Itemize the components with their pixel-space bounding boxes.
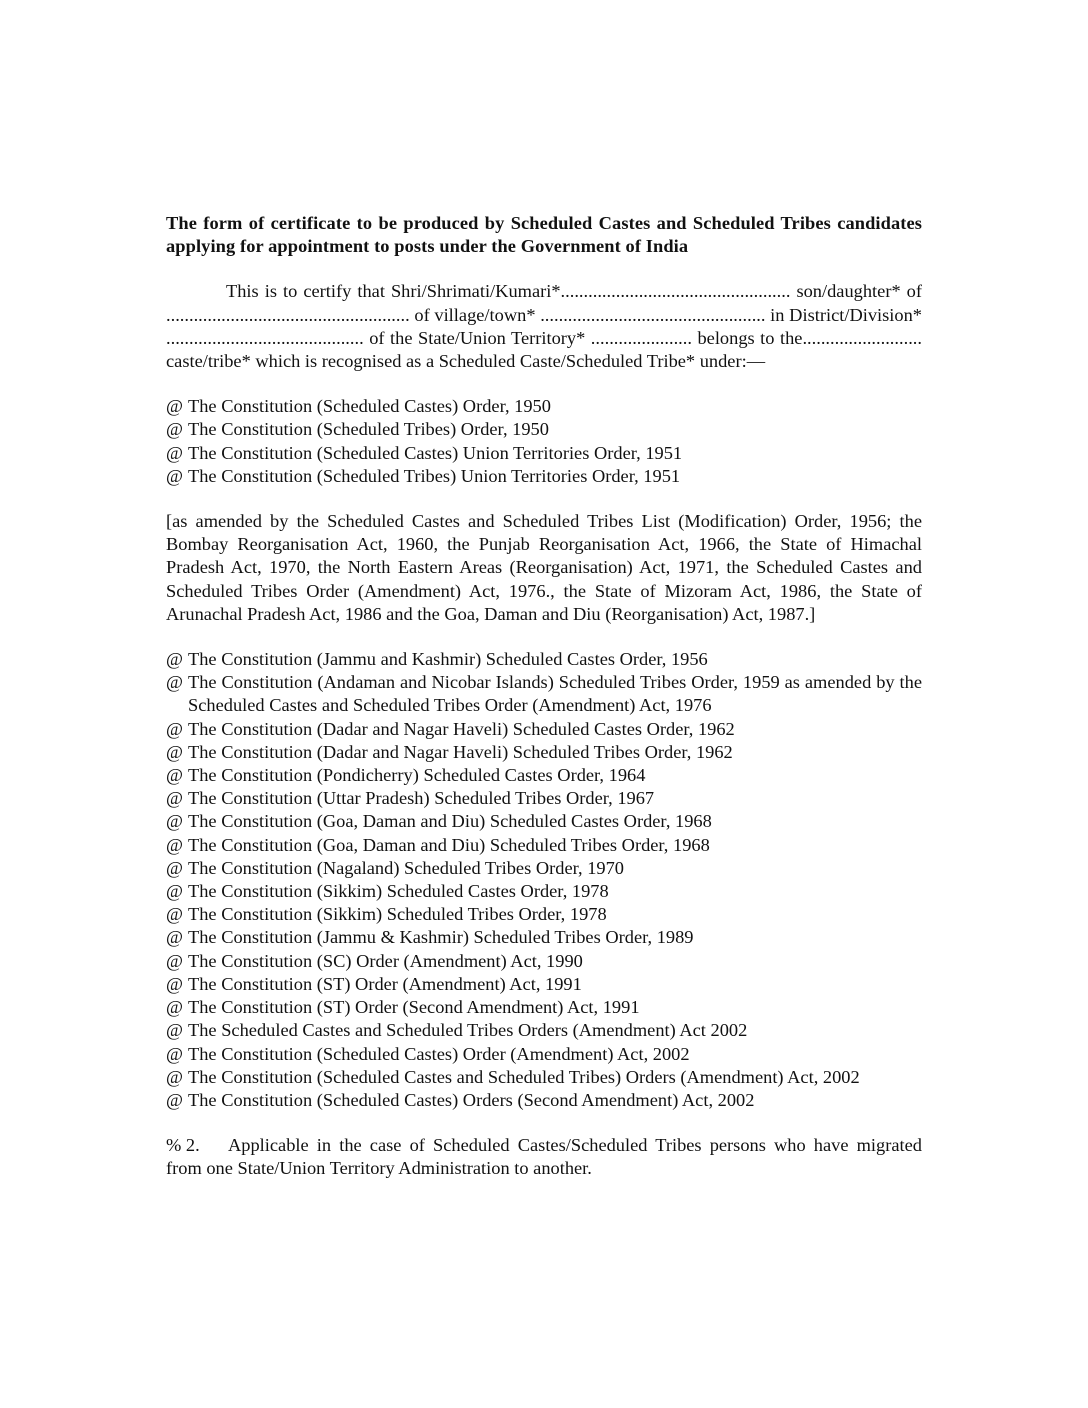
order-marker: @ [166, 741, 183, 762]
order-marker: @ [166, 997, 183, 1018]
order-marker: @ [166, 465, 183, 486]
order-marker: @ [166, 765, 183, 786]
order-item [166, 1089, 922, 1112]
order-text: The Constitution (Scheduled Tribes) Union Territories Order, 1951 [188, 465, 681, 486]
order-text: The Constitution (Scheduled Castes) Orders (Second Amendment) Act, 2002 [188, 1089, 755, 1110]
order-item [166, 648, 922, 671]
order-item [166, 442, 922, 465]
order-marker: @ [166, 649, 183, 670]
order-item [166, 834, 922, 857]
order-item [166, 857, 922, 880]
order-text: The Constitution (Scheduled Castes and Scheduled Tribes) Orders (Amendment) Act, 2002 [188, 1066, 860, 1087]
order-text: The Constitution (Nagaland) Scheduled Tribes Order, 1970 [188, 857, 624, 878]
order-text: The Constitution (Jammu and Kashmir) Scheduled Castes Order, 1956 [188, 649, 708, 670]
note-text: Applicable in the case of Scheduled Castes/Scheduled Tribes persons who have migrated from one State/Union Territory Administration to another. [166, 1135, 922, 1179]
order-marker: @ [166, 834, 183, 855]
order-text: The Constitution (Dadar and Nagar Haveli) Scheduled Castes Order, 1962 [188, 718, 735, 739]
order-text: The Constitution (SC) Order (Amendment) Act, 1990 [188, 950, 583, 971]
order-item [166, 926, 922, 949]
order-marker: @ [166, 788, 183, 809]
order-text: The Constitution (Goa, Daman and Diu) Scheduled Castes Order, 1968 [188, 811, 712, 832]
order-marker: @ [166, 950, 183, 971]
order-text: The Scheduled Castes and Scheduled Tribes Orders (Amendment) Act 2002 [188, 1020, 748, 1041]
order-text: The Constitution (Scheduled Tribes) Order, 1950 [188, 419, 549, 440]
order-item [166, 395, 922, 418]
order-marker: @ [166, 904, 183, 925]
orders-list-2 [166, 648, 922, 1112]
order-text: The Constitution (Dadar and Nagar Haveli) Scheduled Tribes Order, 1962 [188, 741, 733, 762]
migration-note [166, 1134, 922, 1180]
order-marker: @ [166, 857, 183, 878]
order-item [166, 1043, 922, 1066]
order-item [166, 880, 922, 903]
order-marker: @ [166, 419, 183, 440]
order-item [166, 787, 922, 810]
order-text: The Constitution (Sikkim) Scheduled Castes Order, 1978 [188, 881, 609, 902]
order-text: The Constitution (Pondicherry) Scheduled Castes Order, 1964 [188, 765, 646, 786]
order-marker: @ [166, 811, 183, 832]
order-text: The Constitution (Jammu & Kashmir) Scheduled Tribes Order, 1989 [188, 927, 694, 948]
order-item [166, 903, 922, 926]
orders-list-1 [166, 395, 922, 488]
order-item [166, 1066, 922, 1089]
order-item [166, 973, 922, 996]
order-text: The Constitution (Scheduled Castes) Order (Amendment) Act, 2002 [188, 1043, 690, 1064]
order-item [166, 996, 922, 1019]
order-item [166, 465, 922, 488]
order-marker: @ [166, 672, 183, 693]
order-text: The Constitution (ST) Order (Amendment) Act, 1991 [188, 973, 582, 994]
order-item [166, 950, 922, 973]
order-text: The Constitution (Andaman and Nicobar Islands) Scheduled Tribes Order, 1959 as amended by the Scheduled Castes and Scheduled Tribes Order (Amendment) Act, 1976 [188, 672, 922, 716]
order-text: The Constitution (Goa, Daman and Diu) Scheduled Tribes Order, 1968 [188, 834, 710, 855]
order-marker: @ [166, 1020, 183, 1041]
order-marker: @ [166, 718, 183, 739]
order-marker: @ [166, 442, 183, 463]
order-marker: @ [166, 881, 183, 902]
document-title: The form of certificate to be produced by Scheduled Castes and Scheduled Tribes candidates applying for appointment to posts under the Government of India [166, 213, 922, 257]
order-item [166, 1019, 922, 1042]
order-item [166, 810, 922, 833]
order-item [166, 671, 922, 717]
order-text: The Constitution (Scheduled Castes) Union Territories Order, 1951 [188, 442, 683, 463]
order-text: The Constitution (Uttar Pradesh) Scheduled Tribes Order, 1967 [188, 788, 655, 809]
order-marker: @ [166, 973, 183, 994]
order-marker: @ [166, 1043, 183, 1064]
amended-paragraph: [as amended by the Scheduled Castes and Scheduled Tribes List (Modification) Order, 1956; the Bombay Reorganisation Act, 1960, the Punjab Reorganisation Act, 1966, the State of Himachal Pradesh Act, 1970, the North Eastern Areas (Reorganisation) Act, 1971, the Scheduled Castes and Scheduled Tribes Order (Amendment) Act, 1976., the State of Mizoram Act, 1986, the State of Arunachal Pradesh Act, 1986 and the Goa, Daman and Diu (Reorganisation) Act, 1987.] [166, 511, 922, 624]
order-text: The Constitution (ST) Order (Second Amendment) Act, 1991 [188, 997, 640, 1018]
order-text: The Constitution (Scheduled Castes) Order, 1950 [188, 396, 551, 417]
order-marker: @ [166, 1089, 183, 1110]
order-text: The Constitution (Sikkim) Scheduled Tribes Order, 1978 [188, 904, 607, 925]
certify-paragraph: This is to certify that Shri/Shrimati/Kumari*.................................................. son/daughter* of ..................................................... of village/town* ................................................. in District/Division* ........................................... of the State/Union Territory* ...................... belongs to the.......................... caste/tribe* which is recognised as a Scheduled Caste/Scheduled Tribe* under:— [166, 281, 922, 372]
order-marker: @ [166, 927, 183, 948]
order-item [166, 718, 922, 741]
order-marker: @ [166, 1066, 183, 1087]
order-item [166, 418, 922, 441]
note-number: % 2. [166, 1135, 200, 1156]
order-item [166, 741, 922, 764]
order-marker: @ [166, 396, 183, 417]
order-item [166, 764, 922, 787]
certificate-page [166, 212, 922, 1181]
